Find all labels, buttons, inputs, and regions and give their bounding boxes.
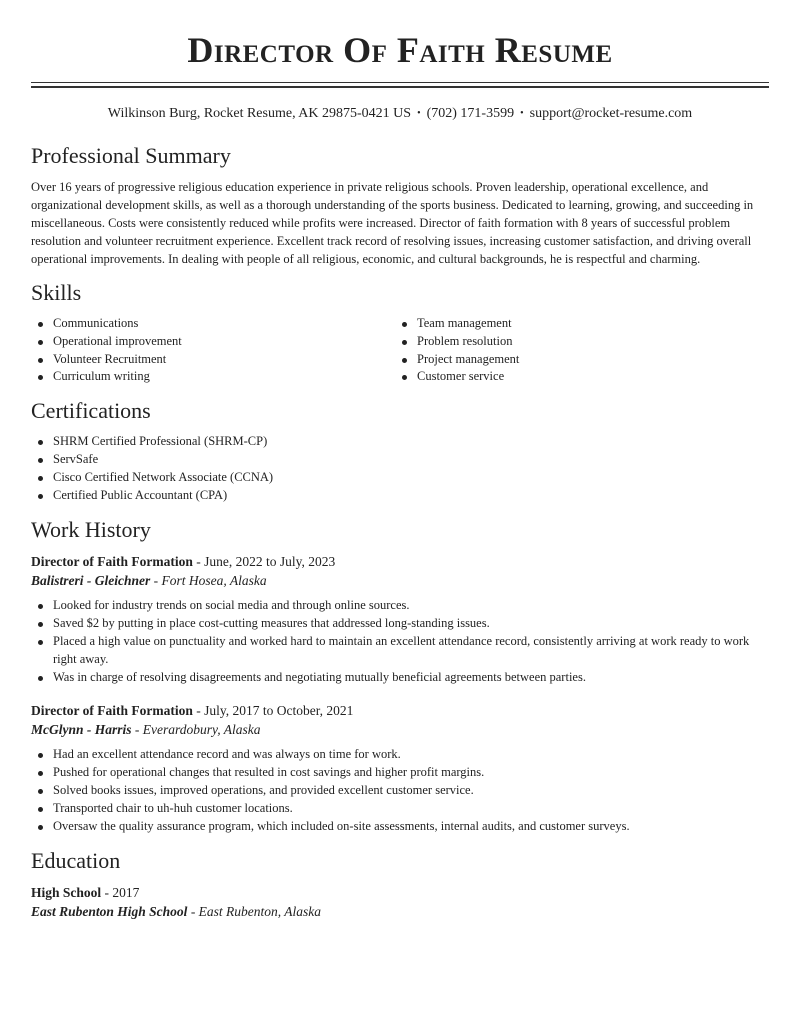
job-title: Director of Faith Formation bbox=[31, 703, 193, 719]
certifications-heading: Certifications bbox=[31, 398, 151, 424]
degree-name: High School bbox=[31, 885, 102, 901]
job-duty: Transported chair to uh-huh customer locations. bbox=[31, 800, 769, 818]
degree-line bbox=[31, 883, 769, 902]
skills-right-column bbox=[395, 315, 759, 386]
skill-item: Problem resolution bbox=[395, 333, 759, 351]
contact-separator: • bbox=[520, 108, 524, 119]
skill-item: Curriculum writing bbox=[31, 368, 395, 386]
contact-address: Wilkinson Burg, Rocket Resume, AK 29875-0421 US bbox=[107, 106, 412, 121]
job-duty: Solved books issues, improved operations, and provided excellent customer service. bbox=[31, 782, 769, 800]
work-history-heading: Work History bbox=[31, 517, 151, 543]
skill-item: Team management bbox=[395, 315, 759, 333]
school-name: East Rubenton High School bbox=[31, 904, 188, 920]
company-line bbox=[31, 720, 769, 739]
job-duties-list bbox=[31, 597, 769, 686]
school-line bbox=[31, 902, 769, 921]
education-heading: Education bbox=[31, 848, 121, 874]
job-dates: - July, 2017 to October, 2021 bbox=[192, 703, 354, 719]
company-location: - Fort Hosea, Alaska bbox=[150, 573, 267, 589]
skills-heading: Skills bbox=[31, 280, 82, 305]
company-line bbox=[31, 571, 769, 590]
contact-separator: • bbox=[417, 108, 421, 119]
resume-page bbox=[31, 0, 769, 921]
certification-item: ServSafe bbox=[31, 451, 769, 469]
graduation-year: - 2017 bbox=[101, 885, 140, 901]
certification-item: Certified Public Accountant (CPA) bbox=[31, 487, 769, 505]
job-duty: Oversaw the quality assurance program, which included on-site assessments, internal audits, and customer surveys. bbox=[31, 818, 769, 836]
job-duty: Had an excellent attendance record and was always on time for work. bbox=[31, 746, 769, 764]
job-duty: Saved $2 by putting in place cost-cutting measures that addressed long-standing issues. bbox=[31, 615, 769, 633]
job-duty: Pushed for operational changes that resulted in cost savings and higher profit margins. bbox=[31, 764, 769, 782]
certifications-list bbox=[31, 433, 769, 504]
job-duty: Placed a high value on punctuality and worked hard to maintain an excellent attendance record, consistently arriving at work ready to work right away. bbox=[31, 633, 769, 669]
skill-item: Project management bbox=[395, 351, 759, 369]
certification-item: SHRM Certified Professional (SHRM-CP) bbox=[31, 433, 769, 451]
job-title-line bbox=[31, 552, 769, 571]
skill-item: Operational improvement bbox=[31, 333, 395, 351]
job-duty: Was in charge of resolving disagreements and negotiating mutually beneficial agreements between parties. bbox=[31, 669, 769, 687]
resume-title: Director Of Faith Resume bbox=[187, 30, 613, 70]
skill-item: Communications bbox=[31, 315, 395, 333]
job-entry bbox=[31, 701, 769, 835]
contact-phone: (702) 171-3599 bbox=[426, 106, 515, 121]
job-title: Director of Faith Formation bbox=[31, 554, 193, 570]
summary-text: Over 16 years of progressive religious education experience in private religious schools. Proven leadership, operational excellence, and organizational development skills, as well as a thorough understanding of the sports business. Dedicated to learning, growing, and succeeding in miscellaneous. Costs were consistently reduced while profits were increased. Director of faith formation with 8 years of successful problem resolution and volunteer recruitment experience. Excellent track record of resolving issues, increasing customer satisfaction, and driving overall operational improvements. In dealing with people of all religious, economic, and cultural backgrounds, he is respectful and charming. bbox=[31, 180, 754, 266]
job-duty: Looked for industry trends on social media and through online sources. bbox=[31, 597, 769, 615]
job-duties-list bbox=[31, 746, 769, 835]
skills-left-column bbox=[31, 315, 395, 386]
contact-line bbox=[31, 105, 769, 123]
header-divider bbox=[31, 82, 769, 88]
company-name: McGlynn - Harris bbox=[31, 722, 132, 738]
company-name: Balistreri - Gleichner bbox=[31, 573, 151, 589]
contact-email[interactable]: support@rocket-resume.com bbox=[529, 106, 693, 121]
company-location: - Everardobury, Alaska bbox=[131, 722, 261, 738]
job-title-line bbox=[31, 701, 769, 720]
skill-item: Volunteer Recruitment bbox=[31, 351, 395, 369]
education-entry bbox=[31, 883, 769, 921]
school-location: - East Rubenton, Alaska bbox=[187, 904, 322, 920]
job-entry bbox=[31, 552, 769, 686]
summary-heading: Professional Summary bbox=[31, 143, 231, 168]
certification-item: Cisco Certified Network Associate (CCNA) bbox=[31, 469, 769, 487]
skills-list bbox=[31, 315, 769, 386]
skill-item: Customer service bbox=[395, 368, 759, 386]
job-dates: - June, 2022 to July, 2023 bbox=[192, 554, 336, 570]
